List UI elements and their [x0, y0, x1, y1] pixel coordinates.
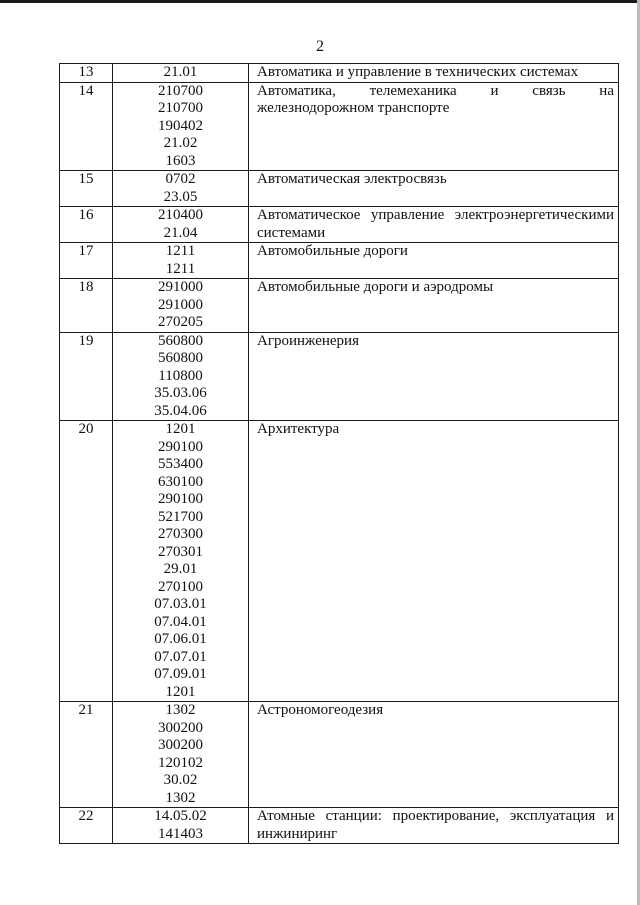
table-row — [60, 332, 619, 421]
specialty-codes — [113, 243, 249, 279]
specialties-table — [59, 63, 619, 844]
specialty-code: 1201 — [165, 683, 196, 700]
specialty-codes — [113, 207, 249, 243]
table-row — [60, 171, 619, 207]
specialty-code: 07.03.01 — [154, 596, 207, 612]
specialty-code: 210400 — [158, 207, 203, 223]
specialty-code: 290100 — [158, 438, 203, 455]
specialty-name: Атомные станции: проектирование, эксплуатация и инжиниринг — [249, 808, 619, 844]
specialty-name: Автомобильные дороги — [249, 243, 619, 279]
specialty-name: Автоматика и управление в технических системах — [249, 64, 619, 83]
specialty-codes — [113, 332, 249, 421]
specialty-code: 14.05.02 — [154, 808, 207, 824]
table-body — [60, 64, 619, 844]
specialty-name: Архитектура — [249, 421, 619, 702]
specialty-code: 29.01 — [163, 561, 198, 577]
row-number: 22 — [60, 808, 113, 844]
specialty-code: 21.04 — [163, 224, 198, 241]
specialty-code: 210700 — [158, 100, 203, 116]
specialty-code: 1302 — [165, 702, 196, 718]
specialty-code: 521700 — [158, 508, 203, 525]
specialty-code: 35.03.06 — [154, 385, 207, 401]
row-number: 20 — [60, 421, 113, 702]
specialty-name: Автоматическая электросвязь — [249, 171, 619, 207]
specialty-code: 120102 — [158, 754, 203, 771]
table-row — [60, 64, 619, 83]
specialty-code: 21.02 — [163, 135, 198, 151]
specialty-code: 290100 — [158, 491, 203, 507]
specialty-code: 23.05 — [163, 188, 198, 205]
row-number: 17 — [60, 243, 113, 279]
specialty-code: 1211 — [165, 260, 196, 277]
row-number: 13 — [60, 64, 113, 83]
specialty-code: 553400 — [158, 456, 203, 472]
specialty-code: 30.02 — [163, 772, 198, 788]
specialty-code: 291000 — [158, 296, 203, 313]
specialty-code: 210700 — [158, 82, 203, 99]
specialty-name: Автомобильные дороги и аэродромы — [249, 279, 619, 333]
page-number: 2 — [316, 38, 324, 55]
row-number: 18 — [60, 279, 113, 333]
specialty-codes — [113, 64, 249, 83]
specialty-code: 07.09.01 — [154, 666, 207, 682]
specialty-name: Астрономогеодезия — [249, 702, 619, 808]
specialty-code: 300200 — [158, 719, 203, 736]
table-row — [60, 421, 619, 702]
specialty-code: 1603 — [165, 152, 196, 169]
specialty-code: 07.04.01 — [154, 613, 207, 630]
table-row — [60, 207, 619, 243]
row-number: 14 — [60, 82, 113, 171]
specialty-code: 291000 — [158, 279, 203, 295]
page-top-edge — [0, 0, 640, 3]
specialty-code: 270300 — [158, 526, 203, 542]
specialty-name: Автоматическое управление электроэнергетическими системами — [249, 207, 619, 243]
specialty-codes — [113, 279, 249, 333]
specialty-codes — [113, 171, 249, 207]
table-row — [60, 808, 619, 844]
specialty-name: Автоматика, телемеханика и связь на железнодорожном транспорте — [249, 82, 619, 171]
specialty-codes — [113, 808, 249, 844]
row-number: 21 — [60, 702, 113, 808]
specialty-name: Агроинженерия — [249, 332, 619, 421]
specialty-code: 1211 — [165, 243, 196, 259]
specialty-code: 07.07.01 — [154, 648, 207, 665]
specialty-code: 270301 — [158, 543, 203, 560]
specialty-code: 270100 — [158, 578, 203, 595]
specialty-code: 560800 — [158, 350, 203, 366]
specialty-code: 560800 — [158, 332, 203, 349]
specialty-code: 300200 — [158, 737, 203, 753]
specialty-codes — [113, 82, 249, 171]
specialty-code: 1201 — [165, 421, 196, 437]
table-row — [60, 82, 619, 171]
specialty-code: 21.01 — [163, 64, 198, 80]
specialty-code: 110800 — [158, 367, 203, 384]
specialty-code: 35.04.06 — [154, 402, 207, 419]
specialty-code: 141403 — [158, 825, 203, 842]
specialty-code: 1302 — [165, 789, 196, 806]
specialty-code: 190402 — [158, 117, 203, 134]
specialty-code: 630100 — [158, 473, 203, 490]
row-number: 15 — [60, 171, 113, 207]
row-number: 19 — [60, 332, 113, 421]
specialty-code: 0702 — [165, 171, 196, 187]
specialty-code: 07.06.01 — [154, 631, 207, 647]
table-row — [60, 243, 619, 279]
specialty-code: 270205 — [158, 314, 203, 330]
table-row — [60, 279, 619, 333]
row-number: 16 — [60, 207, 113, 243]
specialty-codes — [113, 421, 249, 702]
specialty-codes — [113, 702, 249, 808]
table-row — [60, 702, 619, 808]
